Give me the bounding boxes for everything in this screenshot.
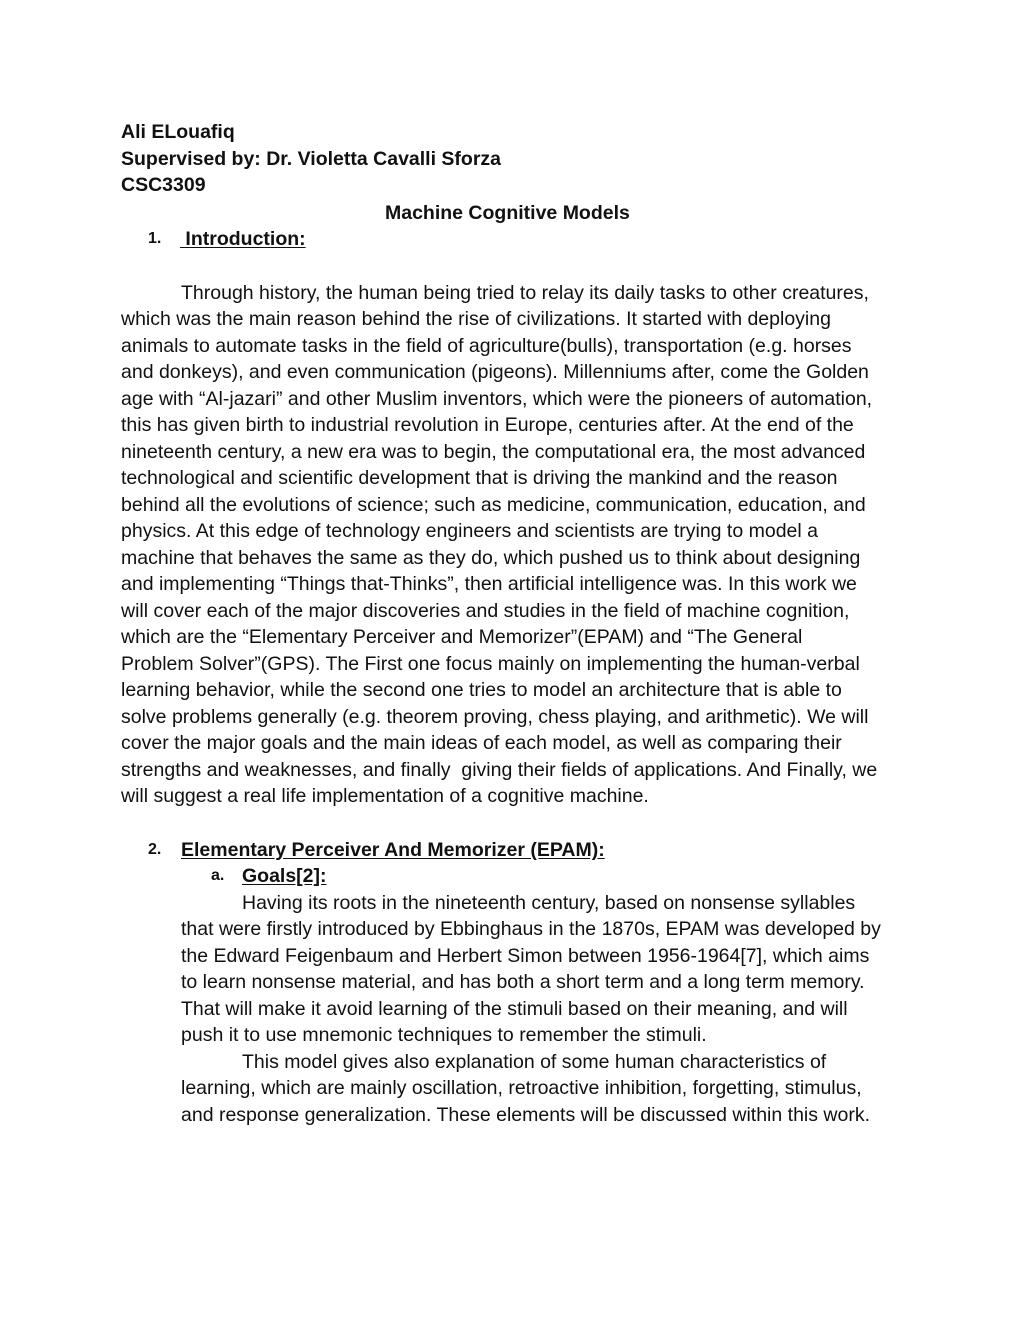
intro-line: Problem Solver”(GPS). The First one focus mainly on implementing the human-verbal [121, 653, 860, 675]
goals-line: learning, which are mainly oscillation, retroactive inhibition, forgetting, stimulus, [181, 1077, 862, 1099]
intro-line: behind all the evolutions of science; such as medicine, communication, education, and [121, 494, 866, 516]
goals-line: Having its roots in the nineteenth century, based on nonsense syllables [242, 892, 856, 914]
intro-line: which was the main reason behind the rise of civilizations. It started with deploying [121, 308, 831, 330]
intro-line: will suggest a real life implementation of a cognitive machine. [121, 785, 649, 807]
intro-line: strengths and weaknesses, and finally giving their fields of applications. And Finally, we [121, 759, 878, 781]
supervisor-line: Supervised by: Dr. Violetta Cavalli Sforza [121, 148, 502, 170]
section-1-heading: Introduction: [180, 228, 306, 250]
goals-line: push it to use mnemonic techniques to remember the stimuli. [181, 1024, 707, 1046]
goals-line: and response generalization. These elements will be discussed within this work. [181, 1104, 871, 1126]
document-title: Machine Cognitive Models [385, 202, 630, 224]
intro-line: physics. At this edge of technology engineers and scientists are trying to model a [121, 520, 818, 542]
goals-line: the Edward Feigenbaum and Herbert Simon between 1956-1964[7], which aims [181, 945, 870, 967]
intro-line: technological and scientific development that is driving the mankind and the reason [121, 467, 838, 489]
intro-line: learning behavior, while the second one tries to model an architecture that is able to [121, 679, 842, 701]
intro-line: age with “Al-jazari” and other Muslim inventors, which were the pioneers of automation, [121, 388, 873, 410]
intro-line: this has given birth to industrial revolution in Europe, centuries after. At the end of the [121, 414, 854, 436]
intro-line: machine that behaves the same as they do, which pushed us to think about designing [121, 547, 861, 569]
goals-line: That will make it avoid learning of the stimuli based on their meaning, and will [181, 998, 848, 1020]
intro-line: animals to automate tasks in the field of agriculture(bulls), transportation (e.g. horses [121, 335, 852, 357]
intro-line: and donkeys), and even communication (pigeons). Millenniums after, come the Golden [121, 361, 869, 383]
author-name: Ali ELouafiq [121, 121, 235, 143]
intro-line: solve problems generally (e.g. theorem proving, chess playing, and arithmetic). We will [121, 706, 869, 728]
intro-line: which are the “Elementary Perceiver and Memorizer”(EPAM) and “The General [121, 626, 803, 648]
section-2-number: 2. [148, 841, 162, 858]
section-2-heading: Elementary Perceiver And Memorizer (EPAM): [181, 839, 605, 861]
section-1-number: 1. [148, 230, 162, 247]
intro-line: Through history, the human being tried to relay its daily tasks to other creatures, [181, 282, 869, 304]
intro-line: will cover each of the major discoveries and studies in the field of machine cognition, [121, 600, 850, 622]
goals-line: that were firstly introduced by Ebbinghaus in the 1870s, EPAM was developed by [181, 918, 881, 940]
goals-line: This model gives also explanation of some human characteristics of [242, 1051, 827, 1073]
intro-line: cover the major goals and the main ideas of each model, as well as comparing their [121, 732, 842, 754]
subsection-a-number: a. [211, 867, 225, 884]
intro-line: and implementing “Things that-Thinks”, then artificial intelligence was. In this work we [121, 573, 857, 595]
goals-line: to learn nonsense material, and has both a short term and a long term memory. [181, 971, 865, 993]
course-code: CSC3309 [121, 174, 206, 196]
intro-line: nineteenth century, a new era was to begin, the computational era, the most advanced [121, 441, 866, 463]
subsection-a-heading: Goals[2]: [242, 865, 327, 887]
